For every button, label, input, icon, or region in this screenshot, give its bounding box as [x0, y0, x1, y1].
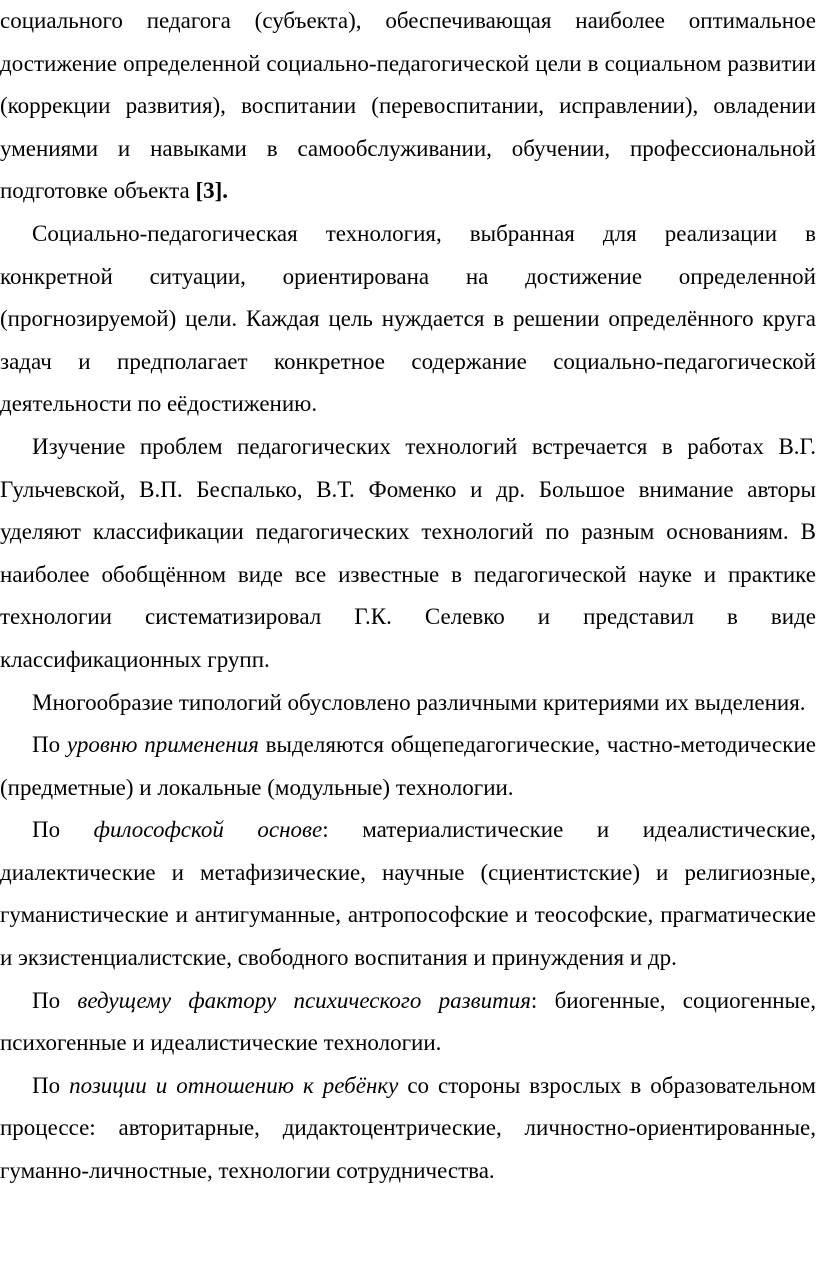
paragraph-2: Социально-педагогическая технология, выбранная для реализации в конкретной ситуации, ориентирована на достижение определенной (прогнозируемой) цели. Каждая цель нуждается в решении определённого круга задач и предполагает конкретное содержание социально-педагогической деятельности по eёдостижению.: [0, 220, 816, 417]
paragraph-1: [0, 0, 816, 213]
paragraph-7-prefix: По: [32, 987, 78, 1013]
paragraph-5-term: уровню применения: [66, 732, 259, 758]
paragraph-6: [0, 809, 816, 979]
citation-ref: [3].: [195, 178, 229, 204]
paragraph-6-prefix: По: [32, 817, 94, 843]
paragraph-8-text: со стороны взрослых в образовательном процессе: авторитарные, дидактоцентрические, личностно-ориентированные, гуманно-личностные, технологии сотрудничества.: [0, 1072, 816, 1184]
paragraph-7-term: ведущему фактору психического развития: [77, 987, 531, 1013]
paragraph-7: [0, 980, 816, 1065]
paragraph-8-term: позиции и отношению к ребёнку: [69, 1072, 399, 1098]
paragraph-7-text: : биогенные, социогенные, психогенные и идеалистические технологии.: [0, 987, 816, 1056]
paragraph-5-prefix: По: [32, 732, 67, 758]
paragraph-5: [0, 724, 816, 809]
paragraph-8: [0, 1065, 816, 1193]
paragraph-1-text: социального педагога (субъекта), обеспечивающая наиболее оптимальное достижение определенной социально-педагогической цели в социальном развитии (коррекции развития), воспитании (перевоспитании, исправлении), овладении умениями и навыками в самообслуживании, обучении, профессиональной подготовке объекта: [0, 8, 816, 204]
paragraph-8-prefix: По: [32, 1072, 70, 1098]
paragraph-4: Многообразие типологий обусловлено различными критериями их выделения.: [32, 689, 806, 715]
paragraph-6-text: : материалистические и идеалистические, диалектические и метафизические, научные (сциентистские) и религиозные, гуманистические и антигуманные, антропософские и теософские, прагматические и экзистенциалистские, свободного воспитания и принуждения и др.: [0, 817, 816, 971]
paragraph-3: Изучение проблем педагогических технологий встречается в работах В.Г. Гульчевской, В.П. Беспалько, В.Т. Фоменко и др. Большое внимание авторы уделяют классификации педагогических технологий по разным основаниям. В наиболее обобщённом виде все известные в педагогической науке и практике технологии систематизировал Г.К. Селевко и представил в виде классификационных групп.: [0, 433, 816, 672]
paragraph-5-text: выделяются общепедагогические, частно-методические (предметные) и локальные (модульные) технологии.: [0, 732, 816, 800]
paragraph-6-term: философской основе: [93, 817, 323, 843]
